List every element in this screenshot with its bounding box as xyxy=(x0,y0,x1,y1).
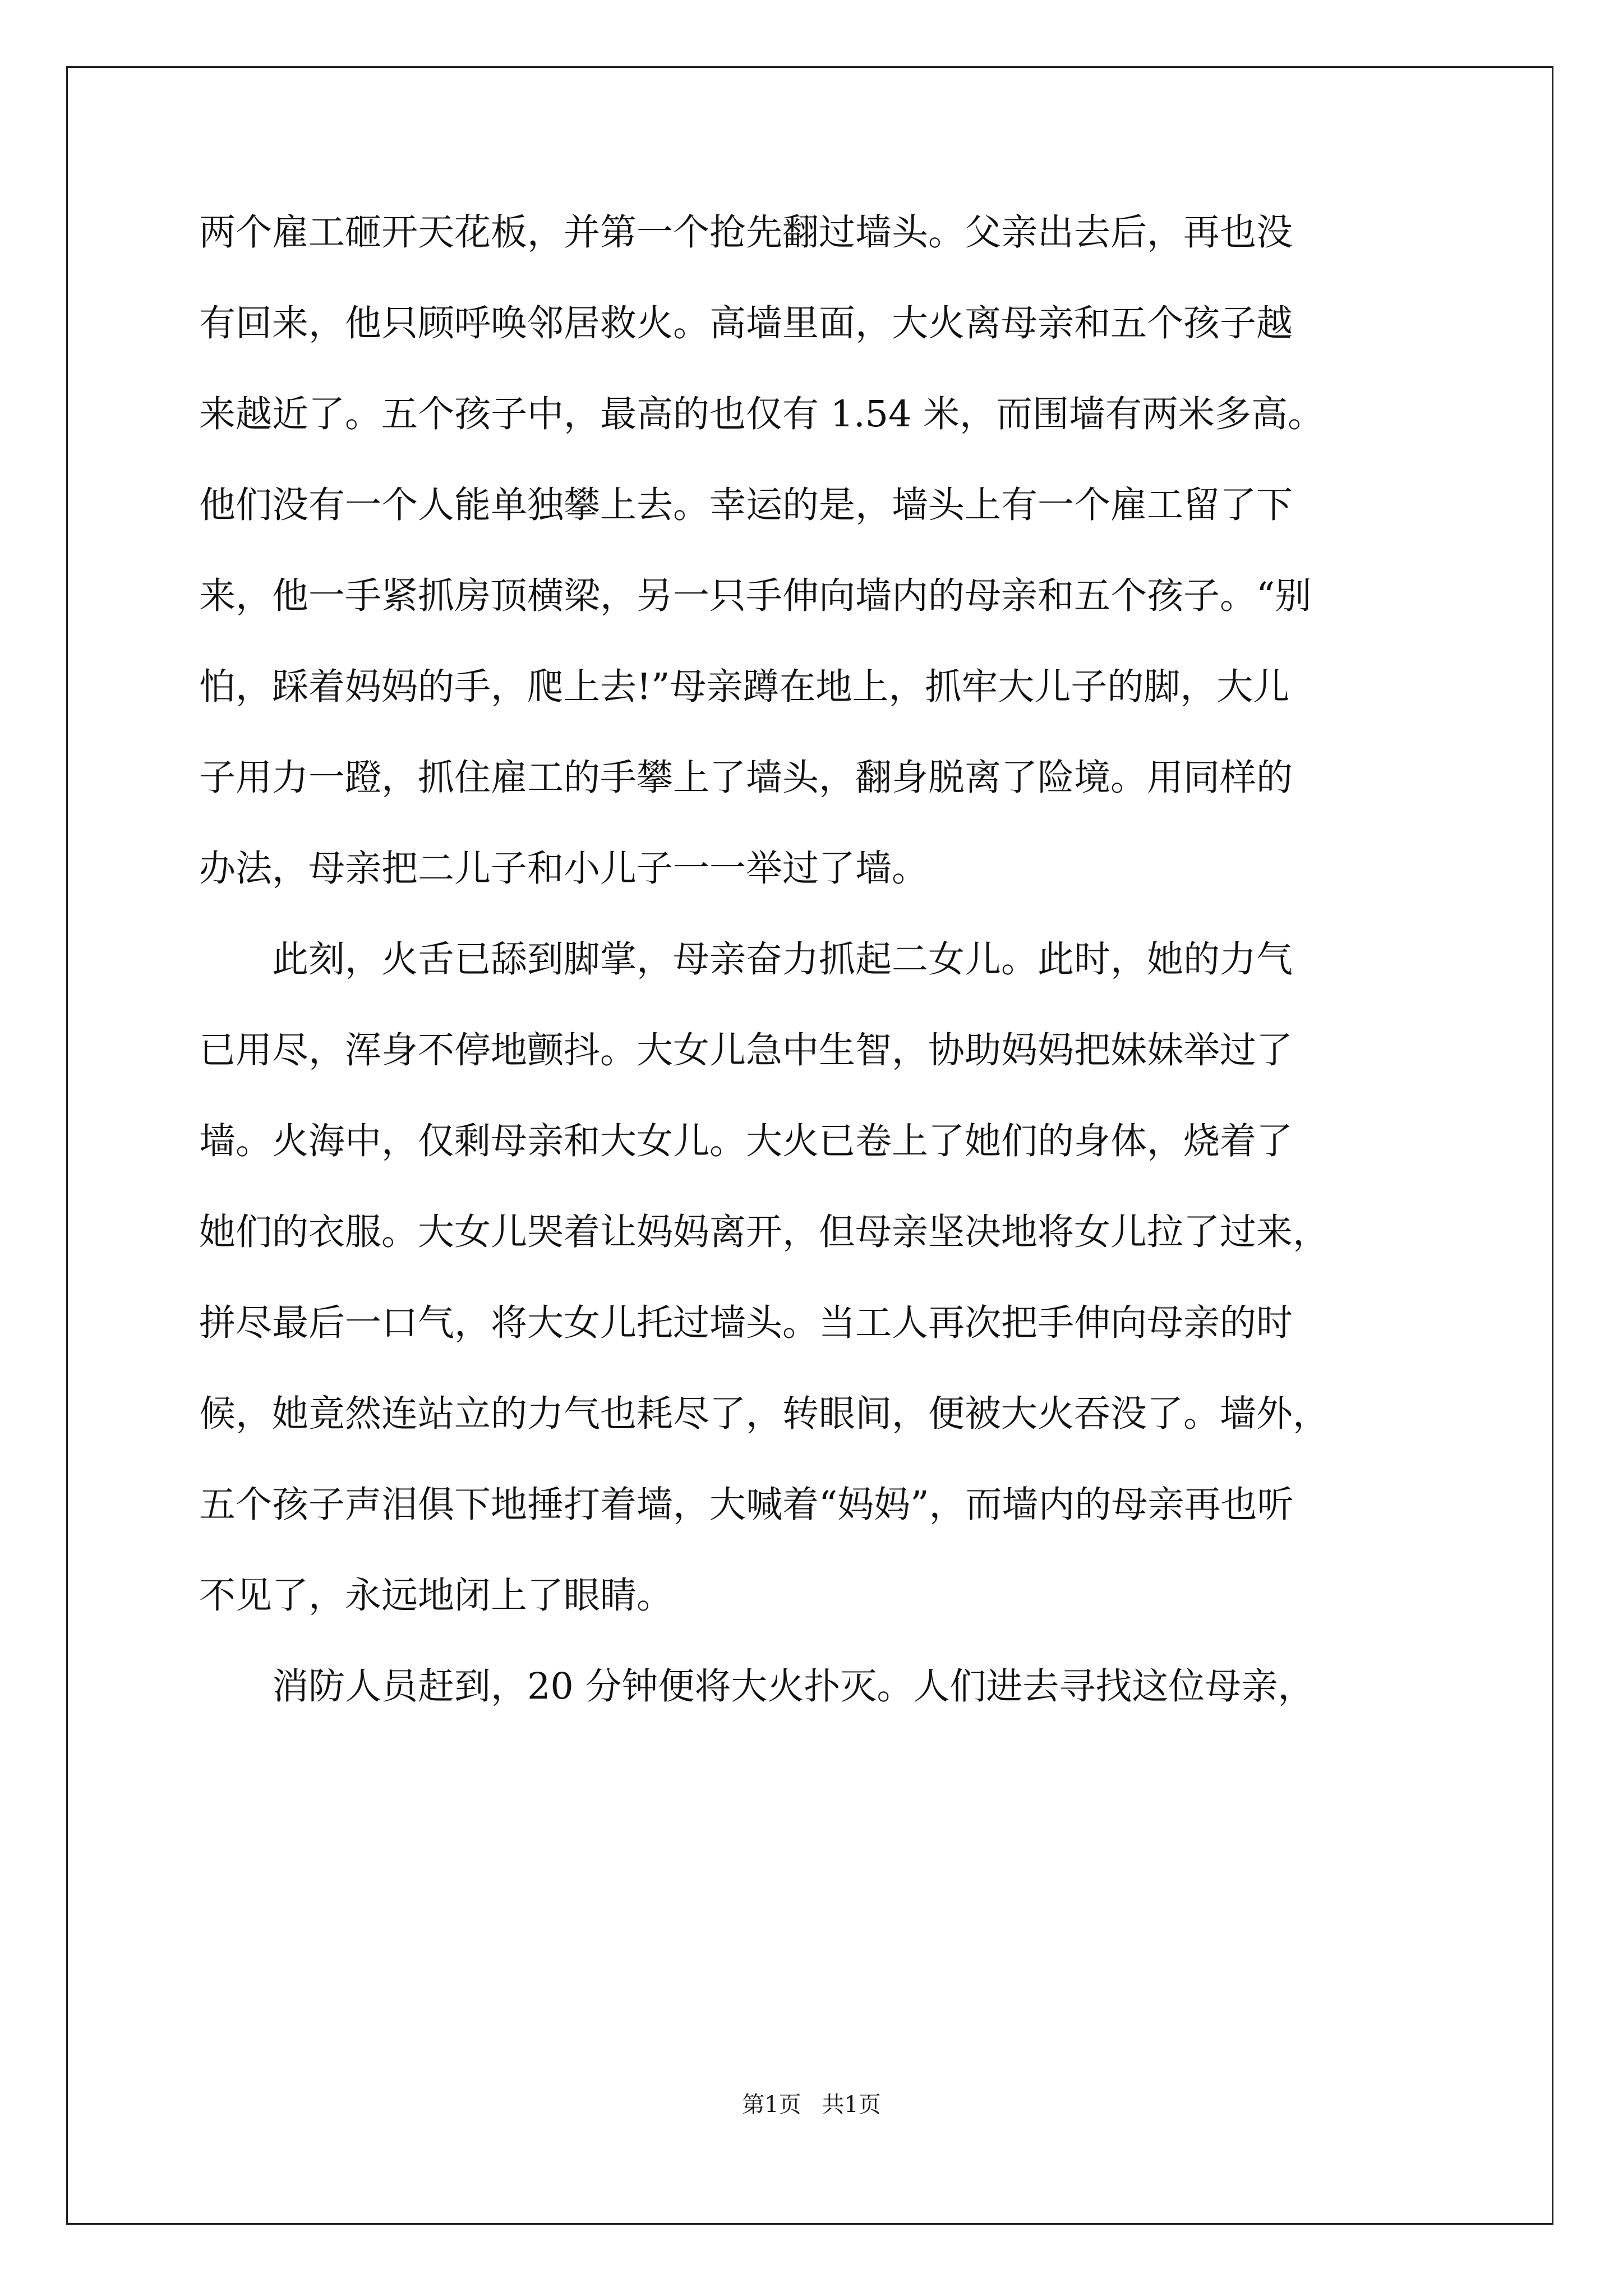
text-line: 有回来，他只顾呼唤邻居救火。高墙里面，大火离母亲和五个孩子越 xyxy=(199,302,1293,344)
page-total: 共1页 xyxy=(822,2092,881,2118)
page-number: 第1页 xyxy=(742,2092,801,2118)
text-line: 怕，踩着妈妈的手，爬上去!”母亲蹲在地上，抓牢大儿子的脚，大儿 xyxy=(199,666,1290,708)
text-line: 已用尽，浑身不停地颤抖。大女儿急中生智，协助妈妈把妹妹举过了 xyxy=(199,1029,1293,1071)
text-line: 拼尽最后一口气，将大女儿托过墙头。当工人再次把手伸向母亲的时 xyxy=(199,1302,1293,1344)
text-line: 墙。火海中，仅剩母亲和大女儿。大火已卷上了她们的身体，烧着了 xyxy=(199,1120,1293,1162)
text-line: 两个雇工砸开天花板，并第一个抢先翻过墙头。父亲出去后，再也没 xyxy=(199,211,1293,254)
text-line: 来，他一手紧抓房顶横梁，另一只手伸向墙内的母亲和五个孩子。“别 xyxy=(199,575,1312,617)
text-line: 此刻，火舌已舔到脚掌，母亲奋力抓起二女儿。此时，她的力气 xyxy=(199,938,1293,981)
text-line: 五个孩子声泪俱下地捶打着墙，大喊着“妈妈”，而墙内的母亲再也听 xyxy=(199,1484,1294,1526)
text-line: 办法，母亲把二儿子和小儿子一一举过了墙。 xyxy=(199,848,929,890)
page-footer xyxy=(0,2087,1623,2119)
text-line: 消防人员赶到，20 分钟便将大火扑灭。人们进去寻找这位母亲， xyxy=(199,1665,1315,1708)
text-line: 他们没有一个人能单独攀上去。幸运的是，墙头上有一个雇工留了下 xyxy=(199,484,1293,526)
text-line: 她们的衣服。大女儿哭着让妈妈离开，但母亲坚决地将女儿拉了过来， xyxy=(199,1211,1330,1253)
text-line: 子用力一蹬，抓住雇工的手攀上了墙头，翻身脱离了险境。用同样的 xyxy=(199,757,1293,799)
text-line: 来越近了。五个孩子中，最高的也仅有 1.54 米，而围墙有两米多高。 xyxy=(199,393,1325,435)
text-line: 不见了，永远地闭上了眼睛。 xyxy=(199,1575,674,1617)
text-line: 候，她竟然连站立的力气也耗尽了，转眼间，便被大火吞没了。墙外， xyxy=(199,1393,1330,1435)
